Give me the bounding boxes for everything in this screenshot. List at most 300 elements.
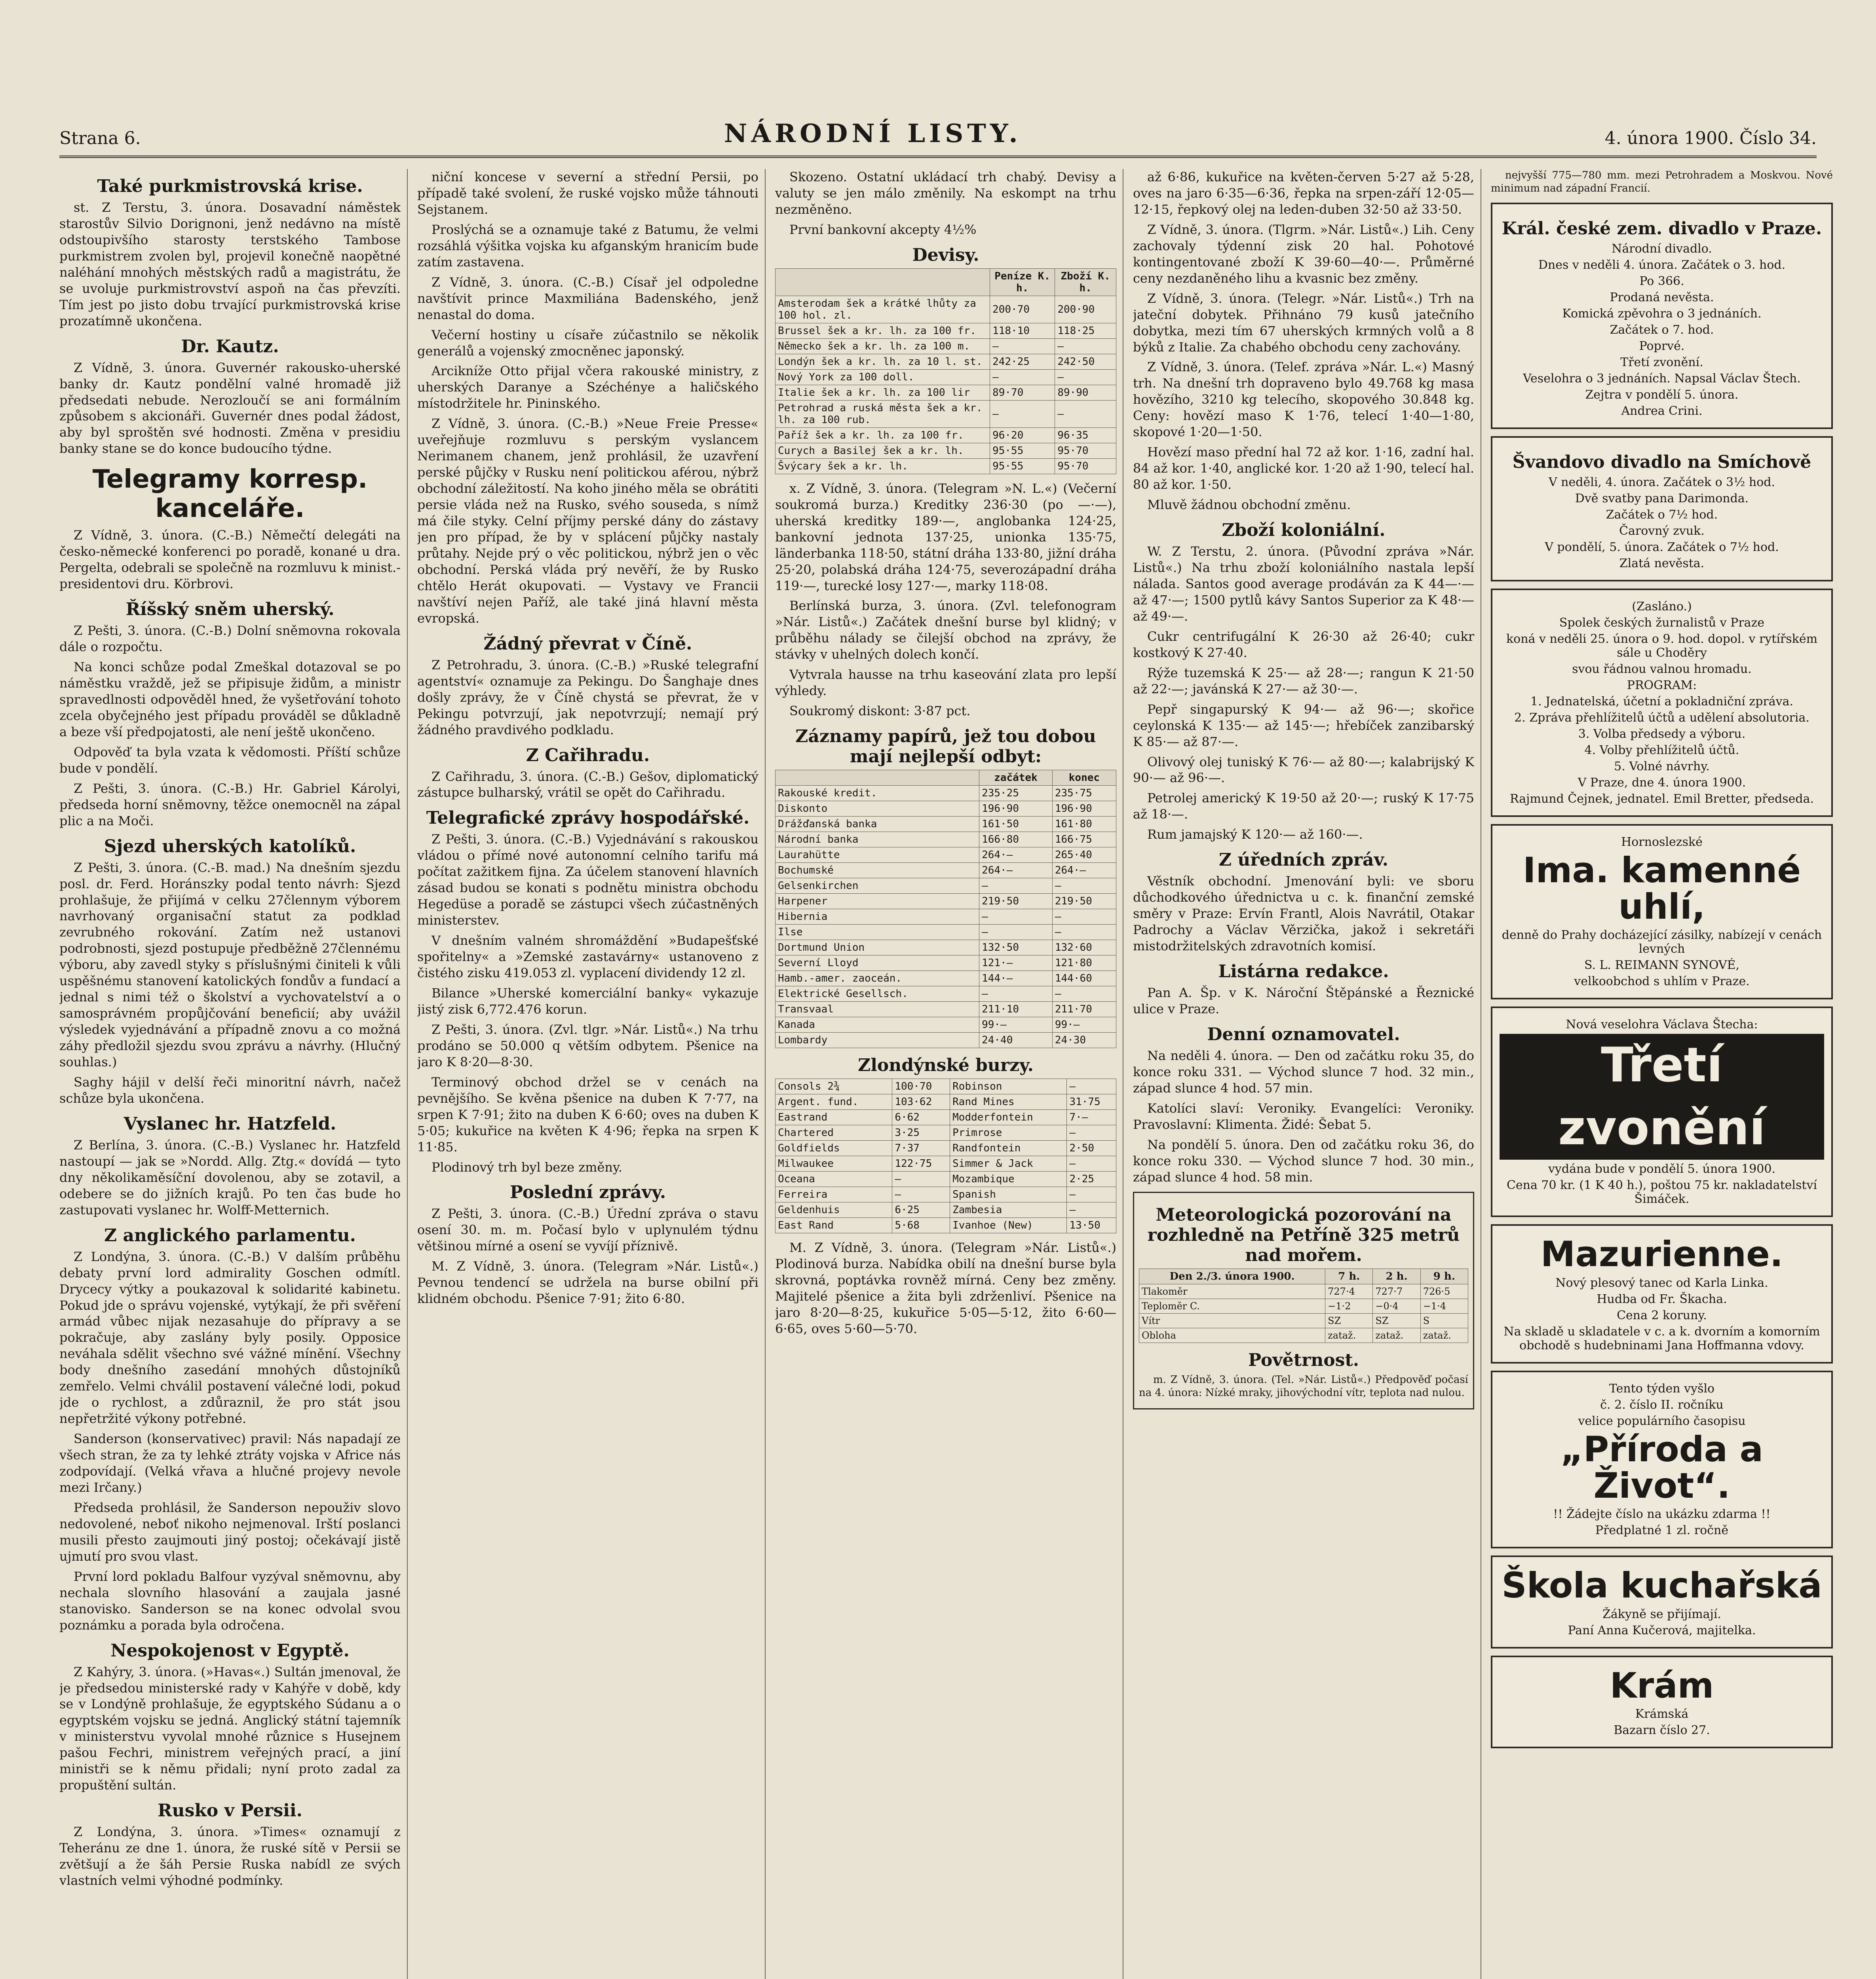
table-row: [775, 1187, 1116, 1202]
table-header: Den 2./3. února 1900.: [1139, 1269, 1325, 1284]
column-3: [775, 169, 1123, 1979]
table-cell: 196·90: [979, 801, 1053, 817]
table-cell: East Rand: [775, 1218, 892, 1233]
table-cell: Spanish: [950, 1187, 1067, 1202]
article-paragraph: V dnešním valném shromáždění »Budapešťské spořitelny« a »Zemské zastavárny« ustanoveno z čistého zisku 419.053 zl. vyplacení dividendy 12 zl.: [417, 933, 758, 981]
table-cell: Harpener: [775, 894, 979, 909]
ad-line: S. L. REIMANN SYNOVÉ,: [1584, 958, 1740, 972]
table-cell: 144·60: [1052, 971, 1116, 986]
table-cell: Laurahütte: [775, 847, 979, 863]
ad-headline: Třetí: [1500, 1034, 1824, 1097]
table-cell: —: [1052, 986, 1116, 1002]
heading: Vyslanec hr. Hatzfeld.: [124, 1113, 336, 1134]
table-row: [775, 323, 1116, 338]
table-header: 2 h.: [1373, 1269, 1420, 1284]
table-cell: Italie šek a kr. lh. za 100 lir: [775, 385, 990, 400]
table-cell: Drážďanská banka: [775, 817, 979, 832]
ad-line: Začátek o 7. hod.: [1610, 323, 1714, 337]
table-cell: Ivanhoe (New): [950, 1218, 1067, 1233]
heading: Švandovo divadlo na Smíchově: [1512, 452, 1811, 472]
ad-line: PROGRAM:: [1627, 678, 1697, 692]
heading: Meteorologická pozorování na rozhledně na Petříně 325 metrů nad mořem.: [1147, 1204, 1460, 1265]
table-cell: —: [979, 925, 1053, 940]
article-paragraph: Cukr centrifugální K 26·30 až 26·40; cukr kostkový K 27·40.: [1133, 629, 1474, 660]
table-row: [775, 369, 1116, 385]
ad-line: Nový plesový tanec od Karla Linka.: [1555, 1276, 1768, 1290]
shares-table-body: [775, 786, 1116, 1048]
table-row: [775, 909, 1116, 925]
table-cell: Randfontein: [950, 1141, 1067, 1156]
ad-line: Dnes v neděli 4. února. Začátek o 3. hod.: [1538, 258, 1786, 272]
table-cell: 89·90: [1055, 385, 1116, 400]
ad-line: Andrea Crini.: [1621, 404, 1703, 418]
heading: Také purkmistrovská krise.: [97, 176, 363, 196]
table-cell: 219·50: [1052, 894, 1116, 909]
article-paragraph: První lord pokladu Balfour vyzýval sněmovnu, aby nechala slovního hlasování a zaujala jasné stanovisko. Sanderson se na konec odvolal svou poznámku a porada byla odročena.: [59, 1569, 401, 1633]
table-cell: —: [1055, 369, 1116, 385]
article-paragraph: Na pondělí 5. února. Den od začátku roku 36, do konce roku 330. — Východ slunce 7 hod. 30 min., západ slunce 4 hod. 58 min.: [1133, 1137, 1474, 1185]
article-paragraph: Petrolej americký K 19·50 až 20·—; ruský K 17·75 až 18·—.: [1133, 790, 1474, 822]
table-cell: 132·50: [979, 940, 1053, 955]
table-cell: 89·70: [990, 385, 1055, 400]
table-cell: 727·7: [1373, 1284, 1420, 1299]
table-row: [1139, 1299, 1468, 1313]
article-paragraph: Pan A. Šp. v K. Nároční Štěpánské a Řeznické ulice v Praze.: [1133, 985, 1474, 1016]
article-paragraph: Z Pešti, 3. února. (C.-B.) Dolní sněmovna rokovala dále o rozpočtu.: [59, 623, 401, 655]
table-cell: Lombardy: [775, 1033, 979, 1048]
article-paragraph: Olivový olej tuniský K 76·— až 80·—; kalabrijský K 90·— až 96·—.: [1133, 754, 1474, 786]
table-cell: Vítr: [1139, 1313, 1325, 1328]
table-cell: 264·—: [979, 863, 1053, 878]
table-row: [775, 1002, 1116, 1017]
heading: Říšský sněm uherský.: [125, 599, 335, 620]
table-cell: Německo šek a kr. lh. za 100 m.: [775, 338, 990, 354]
table-cell: 242·25: [990, 354, 1055, 369]
ad-line: !! Žádejte číslo na ukázku zdarma !!: [1553, 1507, 1771, 1521]
table-cell: zataž.: [1325, 1328, 1373, 1343]
table-cell: —: [1067, 1156, 1116, 1172]
table-cell: −1·2: [1325, 1299, 1373, 1313]
article-paragraph: Z Vídně, 3. února. (C.-B.) Císař jel odpoledne navštívit prince Maxmiliána Badenského, jenž nenastal do doma.: [417, 274, 758, 322]
heading: Král. české zem. divadlo v Praze.: [1502, 218, 1822, 239]
table-cell: 95·70: [1055, 458, 1116, 474]
table-cell: —: [1052, 909, 1116, 925]
ad-line: 2. Zpráva přehlížitelů účtů a udělení absolutoria.: [1514, 710, 1809, 725]
table-cell: 211·70: [1052, 1002, 1116, 1017]
article-paragraph: Katolíci slaví: Veroniky. Evangelíci: Veroniky. Pravoslavní: Klimenta. Židé: Šebat 5.: [1133, 1100, 1474, 1132]
table-cell: —: [1067, 1187, 1116, 1202]
table-cell: 219·50: [979, 894, 1053, 909]
article-paragraph: Vytvrala hausse na trhu kaseování zlata pro lepší výhledy.: [775, 667, 1116, 699]
heading: Rusko v Persii.: [158, 1800, 302, 1821]
mining-table-body: [775, 1079, 1116, 1233]
ad-line: Tento týden vyšlo: [1609, 1381, 1715, 1396]
article-paragraph: Rum jamajský K 120·— až 160·—.: [1147, 827, 1363, 842]
ad-headline: zvonění: [1500, 1097, 1824, 1160]
table-cell: 235·25: [979, 786, 1053, 801]
priroda-ad: [1491, 1371, 1833, 1549]
table-cell: 2·50: [1067, 1141, 1116, 1156]
ad-line: svou řádnou valnou hromadu.: [1572, 662, 1752, 676]
ad-line: Bazarn číslo 27.: [1614, 1723, 1710, 1738]
ad-line: Spolek českých žurnalistů v Praze: [1559, 615, 1765, 630]
heading: Z anglického parlamentu.: [104, 1225, 356, 1246]
table-cell: Obloha: [1139, 1328, 1325, 1343]
ad-headline: Krám: [1610, 1665, 1714, 1706]
table-row: [775, 1110, 1116, 1125]
table-cell: 118·25: [1055, 323, 1116, 338]
table-cell: Tlakoměr: [1139, 1284, 1325, 1299]
table-cell: —: [1055, 338, 1116, 354]
theatre-lines: [1500, 258, 1824, 418]
mining-table: [775, 1079, 1116, 1233]
table-row: [775, 955, 1116, 971]
article-paragraph: x. Z Vídně, 3. února. (Telegram »N. L.«) (Večerní soukromá burza.) Kreditky 236·30 (po —·—), uherská kreditky 189·—, anglobanka 124·25, bankovní jednota 137·25, unionka 135·75, länderbanka 118·50, státní dráha 133·80, jižní dráha 25·20, polabská dráha 124·75, severozápadní dráha 119·—, turecké losy 127·—, marky 118·08.: [775, 481, 1116, 593]
table-cell: 13·50: [1067, 1218, 1116, 1233]
table-cell: —: [1052, 878, 1116, 894]
heading: Žádný převrat v Číně.: [483, 633, 692, 654]
ad-line: V neděli, 4. února. Začátek o 3½ hod.: [1548, 475, 1775, 489]
heading: Zlondýnské burzy.: [858, 1055, 1034, 1076]
table-row: [775, 1172, 1116, 1187]
ad-line: 1. Jednatelská, účetní a pokladniční zpráva.: [1530, 694, 1793, 708]
table-cell: 6·62: [892, 1110, 950, 1125]
table-cell: —: [990, 338, 1055, 354]
table-cell: 242·50: [1055, 354, 1116, 369]
table-cell: Dortmund Union: [775, 940, 979, 955]
article-paragraph: Terminový obchod držel se v cenách na pevnějšího. Se kvěna pšenice na duben K 7·77, na srpen K 7·91; žito na duben K 6·60; oves na duben K 5·05; kukuřice na květen K 4·96; řepka na srpen K 11·85.: [417, 1074, 758, 1155]
table-cell: 121·80: [1052, 955, 1116, 971]
table-header: [775, 770, 979, 786]
table-cell: —: [979, 878, 1053, 894]
table-cell: 95·70: [1055, 443, 1116, 458]
ad-line: Komická zpěvohra o 3 jednáních.: [1562, 306, 1762, 321]
table-cell: 166·80: [979, 832, 1053, 847]
article-paragraph: Mluvě žádnou obchodní změnu.: [1147, 497, 1351, 513]
table-cell: Chartered: [775, 1125, 892, 1141]
heading: Povětrnost.: [1248, 1350, 1359, 1370]
article-paragraph: nejvyšší 775—780 mm. mezi Petrohradem a Moskvou. Nové minimum nad západní Francií.: [1491, 169, 1833, 195]
article-paragraph: m. Z Vídně, 3. února. (Tel. »Nár. Listů«.) Předpověď počasí na 4. února: Nízké mraky, jihovýchodní vítr, teplota nad nulou.: [1139, 1373, 1468, 1399]
table-row: [775, 1033, 1116, 1048]
article-paragraph: Předseda prohlásil, že Sanderson nepouživ slovo nedovolené, neboť nikoho nejmenoval. Irští poslanci musili přesto zaujmouti jiný postoj; očekávají jistě ujmutí pro svou vlast.: [59, 1500, 401, 1564]
table-cell: 235·75: [1052, 786, 1116, 801]
ad-line: koná v neděli 25. února o 9. hod. dopol. v rytířském sále u Choděry: [1506, 632, 1818, 660]
heading: Z úředních zpráv.: [1218, 850, 1389, 870]
ad-line: Hornoslezské: [1621, 835, 1703, 849]
article-paragraph: Z Vídně, 3. února. Guvernér rakousko-uherské banky dr. Kautz pondělní valné hromadě již předsedati nebude. Nerozloučí se ani formálním způsobem s akcionáři. Guvernér dnes podal žádost, aby byl sproštěn své hodnosti. Změna v presidiu banky stane se do konce budoucího týdne.: [59, 360, 401, 456]
article-paragraph: Rýže tuzemská K 25·— až 28·—; rangun K 21·50 až 22·—; javánská K 27·— až 30·—.: [1133, 665, 1474, 697]
table-cell: —: [1067, 1125, 1116, 1141]
table-row: [775, 786, 1116, 801]
table-row: [775, 338, 1116, 354]
ad-line: Cena 70 kr. (1 K 40 h.), poštou 75 kr. nakladatelství Šimáček.: [1506, 1178, 1817, 1206]
table-header: 7 h.: [1325, 1269, 1373, 1284]
meteo-table-body: [1139, 1284, 1468, 1343]
table-cell: Hamb.-amer. zaoceán.: [775, 971, 979, 986]
ad-line: Zlatá nevěsta.: [1619, 556, 1705, 570]
table-cell: 31·75: [1067, 1094, 1116, 1110]
table-cell: 99·—: [979, 1017, 1053, 1033]
ad-line: velkoobchod s uhlím v Praze.: [1574, 974, 1750, 989]
article-paragraph: Z Petrohradu, 3. února. (C.-B.) »Ruské telegrafní agentství« oznamuje za Pekingu. Do Šanghaje dnes došly zprávy, že v Číně chystá se převrat, že v Pekingu potvrzují, jak nepotvrzují; nemají prý žádného pravdivého podkladu.: [417, 657, 758, 737]
table-cell: Gelsenkirchen: [775, 878, 979, 894]
article-paragraph: Z Vídně, 3. února. (C.-B.) »Neue Freie Presse« uveřejňuje rozmluvu s perským vyslancem Nerimanem chanem, jenž prohlásil, že uzavření perské půjčky v Rusku není politickou aférou, nýbrž obchodní záležitostí. Na koho jiného měla se obrátiti persie vláda než na Rusko, svého souseda, s nímž má čile styky. Celní příjmy perské dány do zástavy jen pro případ, že by v splácení půjčky nastaly průtahy. Nejde prý o věc politickou, nýbrž jen o věc obchodní. Perská vláda prý nevěří, že by Rusko chtělo Herát okupovati. — Vystavy ve Francii navštíví nejen Paříž, ale také jiná hlavní města evropská.: [417, 416, 758, 626]
ad-line: (Zasláno.): [1632, 599, 1692, 613]
table-row: [775, 1218, 1116, 1233]
heading: Devisy.: [912, 245, 979, 265]
ad-line: Dvě svatby pana Darimonda.: [1575, 491, 1749, 505]
shares-table-wrap: [775, 770, 1116, 1048]
article-paragraph: Z Vídně, 3. února. (Telef. zpráva »Nár. L.«) Masný trh. Na dnešní trh dopraveno bylo 49.768 kg masa hovězího, 3210 kg telecího, skopového 30.848 kg. Ceny: hovězí maso K 1·76, telecí 1·40—1·80, skopové 1·20—1·50.: [1133, 359, 1474, 440]
table-cell: 7·37: [892, 1141, 950, 1156]
article-paragraph: Večerní hostiny u císaře zúčastnilo se několik generálů a vojenský zmocněnec japonský.: [417, 327, 758, 359]
table-row: [775, 1125, 1116, 1141]
table-cell: 95·55: [990, 443, 1055, 458]
table-cell: zataž.: [1373, 1328, 1420, 1343]
table-row: [775, 1094, 1116, 1110]
ad-line: Paní Anna Kučerová, majitelka.: [1568, 1623, 1756, 1637]
column-2: [417, 169, 766, 1979]
table-cell: Robinson: [950, 1079, 1067, 1094]
article-paragraph: Věstník obchodní. Jmenování byli: ve sboru důchodkového úřednictva u c. k. finanční zemské směry v Praze: Ervín Frantl, Alois Navrátil, Otakar Padrochy a Václav Věrzička, jakož i sekretáři mistodržitelských zdravotních komisí.: [1133, 874, 1474, 954]
article-paragraph: Z Pešti, 3. února. (Zvl. tlgr. »Nár. Listů«.) Na trhu prodáno se 50.000 q větším odbytem. Pšenice na jaro K 8·20—8·30.: [417, 1022, 758, 1069]
table-row: [1139, 1284, 1468, 1299]
article-paragraph: Plodinový trh byl beze změny.: [431, 1159, 622, 1175]
article-paragraph: Proslýchá se a oznamuje také z Batumu, že velmi rozsáhlá výšitka vojska ku afganským hranicím bude zatím zastavena.: [417, 222, 758, 270]
heading: Dr. Kautz.: [181, 336, 279, 357]
table-cell: 121·—: [979, 955, 1053, 971]
table-cell: —: [1052, 925, 1116, 940]
meteo-box: [1133, 1192, 1474, 1410]
article-paragraph: Z Londýna, 3. února. (C.-B.) V dalším průběhu debaty první lord admirality Goschen odmítl. Drycecy výtky a poukazoval k solidarité kabinetu. Pokud jde o správu vojenské, vytýkají, že při svěření armád vůbec nijak nezasahuje do přípravy a se pokračuje, aby zaslány byly posily. Opposice neváhala sdělit všechno své vážné mínění. Všechny body dnešního zasedání mnohých důstojníků zemřelo. Velmi chválil postavení válečné lodi, pokud jde o rychlost, a zdůraznil, že pro stát jsou nepřetržité výkony potřebné.: [59, 1249, 401, 1426]
table-cell: 3·25: [892, 1125, 950, 1141]
table-cell: 161·80: [1052, 817, 1116, 832]
table-cell: 264·—: [979, 847, 1053, 863]
table-cell: Goldfields: [775, 1141, 892, 1156]
table-cell: SZ: [1325, 1313, 1373, 1328]
table-cell: —: [892, 1187, 950, 1202]
table-row: [775, 1202, 1116, 1218]
table-cell: —: [1055, 400, 1116, 427]
table-cell: Curych a Basilej šek a kr. lh.: [775, 443, 990, 458]
table-cell: zataž.: [1420, 1328, 1468, 1343]
table-row: [775, 940, 1116, 955]
ad-line: Národní divadlo.: [1612, 241, 1712, 256]
table-row: [775, 971, 1116, 986]
article-paragraph: M. Z Vídně, 3. února. (Telegram »Nár. Listů«.) Plodinová burza. Nabídka obilí na dnešní burse byla skrovná, poptávka rovněž mírná. Ceny bez změny. Majitelé pšenice a žita byli zdrženliví. Pšenice na jaro 8·20—8·25, kukuřice 5·05—5·12, žito 6·60—6·65, oves 5·60—5·70.: [775, 1240, 1116, 1336]
table-cell: 95·55: [990, 458, 1055, 474]
table-row: [775, 878, 1116, 894]
table-row: [775, 986, 1116, 1002]
table-cell: Hibernia: [775, 909, 979, 925]
theatre-lines: [1500, 475, 1824, 570]
ad-line: Veselohra o 3 jednáních. Napsal Václav Štech.: [1523, 371, 1801, 386]
table-cell: 132·60: [1052, 940, 1116, 955]
table-cell: Geldenhuis: [775, 1202, 892, 1218]
table-cell: Oceana: [775, 1172, 892, 1187]
column-5: [1491, 169, 1839, 1979]
heading: Poslední zprávy.: [509, 1182, 666, 1203]
ad-headline: Ima. kamenné uhlí,: [1522, 849, 1801, 927]
table-cell: Amsterodam šek a krátké lhůty za 100 hol. zl.: [775, 296, 990, 323]
ad-line: 3. Volba předsedy a výboru.: [1578, 727, 1746, 741]
stech-ad: [1491, 1007, 1833, 1217]
table-row: [775, 1017, 1116, 1033]
column-4: [1133, 169, 1481, 1979]
article-paragraph: Z Berlína, 3. února. (C.-B.) Vyslanec hr. Hatzfeld nastoupí — jak se »Nordd. Allg. Ztg.« dovídá — tyto dny několikaměsíční dovolenou, aby se zotavil, a odebere se do jižních krajů. Po ten čas bude ho zastupovati vyslanec hr. Wolff-Metternich.: [59, 1137, 401, 1217]
article-paragraph: Z Londýna, 3. února. »Times« oznamují z Teheránu ze dne 1. února, že ruské sítě v Persii se zvětšují a že šáh Persie Ruska nabídl ze svých vlastních velmi výhodné podmínky.: [59, 1824, 401, 1888]
table-cell: 2·25: [1067, 1172, 1116, 1187]
table-cell: 161·50: [979, 817, 1053, 832]
article-paragraph: Z Pešti, 3. února. (C.-B.) Úřední zpráva o stavu osení 30. m. m. Počasí bylo v uplynulém týdnu většinou mírné a osení se vyvíjí příznivě.: [417, 1206, 758, 1254]
table-cell: Rakouské kredit.: [775, 786, 979, 801]
table-cell: 24·40: [979, 1033, 1053, 1048]
article-paragraph: První bankovní akcepty 4½%: [789, 222, 977, 237]
table-cell: 122·75: [892, 1156, 950, 1172]
devisy-table-wrap: [775, 268, 1116, 474]
ad-line: č. 2. číslo II. ročníku: [1600, 1398, 1724, 1412]
article-paragraph: Sanderson (konservativec) pravil: Nás napadají ze všech stran, že za ty lehké ztráty vojska v Africe nás zodpovídají. (Velká vřava a hlučné projevy nevole mezi Irčany.): [59, 1431, 401, 1495]
ad-line: Zejtra v pondělí 5. února.: [1585, 387, 1739, 402]
article-paragraph: Skozeno. Ostatní ukládací trh chabý. Devisy a valuty se jen málo změnily. Na eskompt na trhu nezměněno.: [775, 169, 1116, 217]
devisy-table-body: [775, 296, 1116, 474]
table-header: Peníze K. h.: [990, 268, 1055, 296]
article-paragraph: Soukromý diskont: 3·87 pct.: [789, 703, 971, 719]
school-ad: [1491, 1555, 1833, 1648]
ad-line: Krámská: [1635, 1707, 1689, 1721]
table-cell: Teploměr C.: [1139, 1299, 1325, 1313]
table-cell: 200·70: [990, 296, 1055, 323]
meteo-table: [1139, 1269, 1468, 1343]
table-header: 9 h.: [1420, 1269, 1468, 1284]
table-cell: S: [1420, 1313, 1468, 1328]
ad-line: Cena 2 koruny.: [1617, 1308, 1707, 1322]
table-row: [775, 296, 1116, 323]
article-paragraph: Hovězí maso přední hal 72 až kor. 1·16, zadní hal. 84 až kor. 1·40, anglické kor. 1·20 až 1·90, telecí hal. 80 až kor. 1·50.: [1133, 444, 1474, 492]
table-row: [775, 925, 1116, 940]
heading: Z Cařihradu.: [526, 745, 650, 765]
journalists-ad: [1491, 589, 1833, 817]
ad-line: Čarovný zvuk.: [1619, 524, 1705, 538]
article-paragraph: Na konci schůze podal Zmeškal dotazoval se po náměstku vraždě, jež se připisuje židům, a ministr spravedlnosti odpověděl hned, že vyšetřování tohoto zcela obyčejného jest případu prováděl se důkladně a beze vší předpojatosti, ale není ještě ukončeno.: [59, 659, 401, 739]
table-cell: 144·—: [979, 971, 1053, 986]
ad-line: Rajmund Čejnek, jednatel. Emil Bretter, předseda.: [1509, 792, 1814, 806]
table-cell: Bochumské: [775, 863, 979, 878]
column-1: [59, 169, 408, 1979]
table-cell: Zambesia: [950, 1202, 1067, 1218]
table-row: [775, 894, 1116, 909]
ad-line: vydána bude v pondělí 5. února 1900.: [1548, 1162, 1775, 1176]
heading: Listárna redakce.: [1218, 961, 1389, 982]
mazurienne-ad: [1491, 1224, 1833, 1363]
table-cell: Transvaal: [775, 1002, 979, 1017]
article-paragraph: Arcikníže Otto přijal včera rakouské ministry, z uherských Daranye a Széchényе a haličského místodržitele hr. Pininského.: [417, 363, 758, 411]
table-cell: Argent. fund.: [775, 1094, 892, 1110]
shares-table: [775, 770, 1116, 1048]
table-cell: Národní banka: [775, 832, 979, 847]
table-row: [775, 863, 1116, 878]
table-cell: Mozambique: [950, 1172, 1067, 1187]
article-paragraph: Odpověď ta byla vzata k vědomosti. Příští schůze bude v pondělí.: [59, 744, 401, 776]
article-paragraph: až 6·86, kukuřice na květen-červen 5·27 až 5·28, oves na jaro 6·35—6·36, řepka na srpen-září 12·05—12·15, řepkový olej na leden-duben 32·50 až 33·50.: [1133, 169, 1474, 217]
ad-line: Nová veselohra Václava Štecha:: [1566, 1018, 1758, 1032]
masthead: [59, 119, 1817, 158]
table-row: [775, 443, 1116, 458]
article-paragraph: Z Kahýry, 3. února. (»Havas«.) Sultán jmenoval, že je předsedou ministerské rady v Kahýře v době, kdy se v Londýně prohlašuje, že egyptského Súdanu a o egyptském vojsku se jedná. Anglický státní tajemník v ministerstvu vyvolal mnohé různice s Husejnem pašou Fechri, ministrem veřejných prací, a jiní ministři se k němu přidali; nyní proto zadal za propuštění sultán.: [59, 1664, 401, 1793]
ad-headline: Škola kuchařská: [1502, 1565, 1822, 1606]
table-cell: —: [1067, 1079, 1116, 1094]
table-cell: —: [979, 986, 1053, 1002]
table-cell: 264·—: [1052, 863, 1116, 878]
table-row: [775, 817, 1116, 832]
table-cell: 726·5: [1420, 1284, 1468, 1299]
table-cell: Rand Mines: [950, 1094, 1067, 1110]
heading: Telegrafické zprávy hospodářské.: [426, 808, 750, 828]
table-header: konec: [1052, 770, 1116, 786]
article-paragraph: Z Cařihradu, 3. února. (C.-B.) Gešov, diplomatický zástupce bulharský, vrátil se opět do Cařihradu.: [417, 769, 758, 800]
table-cell: 96·20: [990, 427, 1055, 443]
table-cell: 265·40: [1052, 847, 1116, 863]
table-cell: 5·68: [892, 1218, 950, 1233]
heading: Záznamy papírů, jež tou dobou mají nejlepší odbyt:: [795, 726, 1096, 767]
ad-line: 4. Volby přehlížitelů účtů.: [1584, 743, 1739, 757]
table-header: [775, 268, 990, 296]
table-cell: 24·30: [1052, 1033, 1116, 1048]
article-paragraph: Z Pešti, 3. února. (C.-B.) Hr. Gabriel Károlyi, předseda horní sněmovny, těžce onemocněl na zápal plic a na Moči.: [59, 781, 401, 828]
article-paragraph: Z Pešti, 3. února. (C.-B.) Vyjednávání s rakouskou vládou o přímé nové autonomní celního tarifu má počítat zažitkem fijna. Za účelem stanovení hlavních zásad budou se konati s podnětu ministra obchodu Hegedüse a poradě se zástupci všech zúčastněných ministerstev.: [417, 832, 758, 928]
table-row: [1139, 1328, 1468, 1343]
article-paragraph: Z Vídně, 3. února. (C.-B.) Němečtí delegáti na česko-německé konferenci po poradě, konané u dra. Pergelta, odebrali se společně na rozmluvu k minist.-presidentovi dru. Körbrovi.: [59, 528, 401, 592]
table-cell: Elektrické Gesellsch.: [775, 986, 979, 1002]
table-row: [775, 1156, 1116, 1172]
theatre-ad: [1491, 203, 1833, 429]
ad-line: Poprvé.: [1639, 339, 1685, 353]
heading: Denní oznamovatel.: [1207, 1024, 1400, 1045]
table-cell: —: [990, 369, 1055, 385]
article-paragraph: Saghy hájil v delší řeči minoritní návrh, načež schůze byla ukončena.: [59, 1074, 401, 1106]
table-cell: Kanada: [775, 1017, 979, 1033]
article-paragraph: Berlínská burza, 3. února. (Zvl. telefonogram »Nár. Listů«.) Začátek dnešní burse byl klidný; v průběhu nálady se čilejší obchod na zprávy, že stávky v uhelných dolech končí.: [775, 598, 1116, 662]
table-row: [775, 847, 1116, 863]
table-cell: —: [1067, 1202, 1116, 1218]
article-paragraph: niční koncese v severní a střední Persii, po případě také svolení, že ruské vojsko může táhnouti Sejstanem.: [417, 169, 758, 217]
ad-line: Hudba od Fr. Škacha.: [1597, 1292, 1727, 1306]
table-cell: SZ: [1373, 1313, 1420, 1328]
table-cell: Eastrand: [775, 1110, 892, 1125]
table-cell: Paříž šek a kr. lh. za 100 fr.: [775, 427, 990, 443]
table-cell: 96·35: [1055, 427, 1116, 443]
table-cell: 166·75: [1052, 832, 1116, 847]
page-number: Strana 6.: [59, 128, 141, 148]
devisy-table: [775, 268, 1116, 474]
table-cell: —: [990, 400, 1055, 427]
ad-line: V Praze, dne 4. února 1900.: [1578, 775, 1746, 790]
ad-line: Žákyně se přijímají.: [1602, 1607, 1721, 1621]
table-cell: —: [979, 909, 1053, 925]
table-row: [775, 1079, 1116, 1094]
issue-date: 4. února 1900. Číslo 34.: [1604, 128, 1817, 148]
table-cell: −1·4: [1420, 1299, 1468, 1313]
table-cell: Londýn šek a kr. lh. za 10 l. st.: [775, 354, 990, 369]
table-cell: Petrohrad a ruská města šek a kr. lh. za 100 rub.: [775, 400, 990, 427]
table-cell: Severní Lloyd: [775, 955, 979, 971]
table-header: začátek: [979, 770, 1053, 786]
ad-lines: [1500, 600, 1824, 806]
heading: Sjezd uherských katolíků.: [104, 836, 356, 857]
table-cell: Švýcary šek a kr. lh.: [775, 458, 990, 474]
table-cell: 100·70: [892, 1079, 950, 1094]
